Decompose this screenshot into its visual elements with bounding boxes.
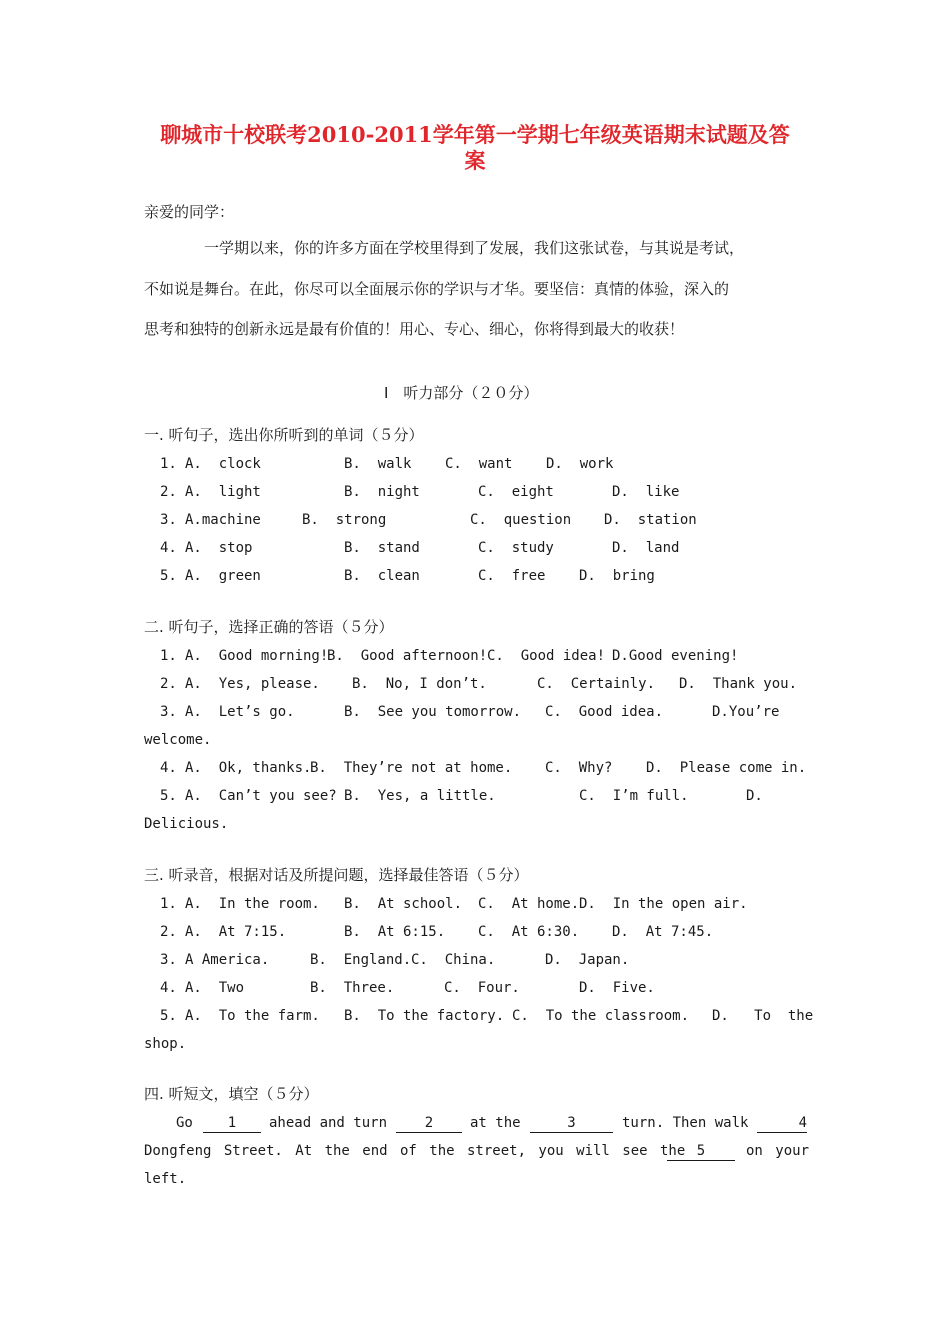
option-b: B. Yes, a little. — [344, 788, 496, 804]
option-b: B. clean — [344, 568, 420, 584]
option-b: B. Three. — [310, 980, 395, 996]
option-a: A. At 7:15. — [185, 924, 287, 940]
option-c: C. Four. — [444, 980, 520, 996]
question-number: 2. — [160, 484, 177, 500]
option-a: A America. — [185, 952, 270, 968]
option-b: B. stand — [344, 540, 420, 556]
option-a: A. Let’s go. — [185, 704, 295, 720]
option-d: D. Japan. — [545, 952, 630, 968]
option-a: A. clock — [185, 456, 261, 472]
option-b: B. strong — [302, 512, 387, 528]
option-d: D. Five. — [579, 980, 655, 996]
option-d: D.Good evening! — [612, 648, 739, 664]
option-b: B. See you tomorrow. — [344, 704, 522, 720]
question-number: 4. — [160, 760, 177, 776]
option-c: C. eight — [478, 484, 554, 500]
option-d: D.You’re — [712, 704, 780, 720]
question-number: 3. — [160, 512, 177, 528]
option-d: D. To the — [712, 1008, 814, 1024]
intro-line3: 思考和独特的创新永远是最有价值的！用心、专心、细心，你将得到最大的收获！ — [144, 320, 685, 338]
exam-title — [140, 122, 810, 174]
option-d: D. At 7:45. — [612, 924, 714, 940]
section3-question — [0, 895, 950, 915]
section2-question — [0, 675, 950, 695]
option-b: B. Good afternoon! — [327, 648, 488, 664]
question-number: 3. — [160, 704, 177, 720]
blank-3: 3 — [530, 1114, 613, 1133]
option-c: C. question — [470, 512, 572, 528]
section2-question — [0, 759, 950, 779]
section2-heading: 二. 听句子，选择正确的答语（５分） — [144, 618, 394, 636]
option-a: A. Good morning! — [185, 648, 329, 664]
section3-question — [0, 1007, 950, 1027]
section2-question — [0, 703, 950, 723]
exam-title-line1: 聊城市十校联考2010-2011学年第一学期七年级英语期末试题及答 — [160, 122, 790, 147]
option-c: C. I’m full. — [579, 788, 689, 804]
question-number: 5. — [160, 788, 177, 804]
passage-line1 — [0, 1114, 950, 1134]
question-number: 4. — [160, 540, 177, 556]
option-c: C. Good idea. — [545, 704, 664, 720]
intro-line2: 不如说是舞台。在此，你尽可以全面展示你的学识与才华。要坚信：真情的体验，深入的 — [144, 280, 730, 298]
option-a: A. Two — [185, 980, 245, 996]
question-number: 2. — [160, 676, 177, 692]
question-number: 1. — [160, 896, 177, 912]
option-b: B. No, I don’t. — [352, 676, 487, 692]
option-a: A. stop — [185, 540, 253, 556]
part-heading: I 听力部分（２０分） — [384, 384, 539, 402]
passage-text: on your — [746, 1143, 810, 1159]
passage-text: Dongfeng Street. At the end of the street, you will see the — [144, 1143, 686, 1159]
greeting: 亲爱的同学： — [144, 203, 235, 221]
question-number: 4. — [160, 980, 177, 996]
option-b: B. They’re not at home. — [310, 760, 513, 776]
passage-line3: left. — [144, 1171, 187, 1187]
blank-1: 1 — [203, 1114, 261, 1133]
section1-question — [0, 539, 950, 559]
section2-continuation: welcome. — [144, 732, 212, 748]
intro-line1: 一学期以来，你的许多方面在学校里得到了发展，我们这张试卷，与其说是考试， — [204, 239, 745, 257]
option-a: A.machine — [185, 512, 261, 528]
option-b: B. night — [344, 484, 420, 500]
option-b: B. At 6:15. — [344, 924, 446, 940]
option-a: A. In the room. — [185, 896, 320, 912]
option-c: C. want — [445, 456, 513, 472]
option-c: C. free — [478, 568, 546, 584]
option-d: D. Please come in. — [646, 760, 807, 776]
blank-4: 4 — [757, 1114, 807, 1133]
option-c: C. Why? — [545, 760, 613, 776]
option-b: B. To the factory. — [344, 1008, 505, 1024]
section3-heading: 三. 听录音，根据对话及所提问题，选择最佳答语（５分） — [144, 866, 529, 884]
section4-heading: 四. 听短文，填空（５分） — [144, 1085, 319, 1103]
section2-question — [0, 787, 950, 807]
option-c: C. Good idea! — [487, 648, 606, 664]
option-a: A. green — [185, 568, 261, 584]
option-d: D. land — [612, 540, 680, 556]
passage-text: turn. Then walk — [622, 1115, 749, 1131]
section3-question — [0, 923, 950, 943]
question-number: 2. — [160, 924, 177, 940]
option-d: D. like — [612, 484, 680, 500]
question-number: 1. — [160, 648, 177, 664]
option-b: B. walk — [344, 456, 412, 472]
section1-question — [0, 455, 950, 475]
section2-continuation: Delicious. — [144, 816, 229, 832]
question-number: 1. — [160, 456, 177, 472]
question-number: 5. — [160, 1008, 177, 1024]
section1-question — [0, 567, 950, 587]
option-c: C. China. — [411, 952, 496, 968]
section1-heading: 一. 听句子，选出你所听到的单词（５分） — [144, 426, 424, 444]
option-c: C. At 6:30. — [478, 924, 580, 940]
option-c: C. study — [478, 540, 554, 556]
option-c: C. To the classroom. — [512, 1008, 690, 1024]
option-a: A. light — [185, 484, 261, 500]
exam-title-line2: 案 — [464, 148, 486, 173]
section1-question — [0, 483, 950, 503]
blank-5: 5 — [667, 1142, 735, 1161]
question-number: 5. — [160, 568, 177, 584]
section1-question — [0, 511, 950, 531]
option-b: B. At school. — [344, 896, 463, 912]
passage-text: ahead and turn — [269, 1115, 388, 1131]
option-d: D. work — [546, 456, 614, 472]
option-a: A. Yes, please. — [185, 676, 320, 692]
option-d: D. Thank you. — [679, 676, 798, 692]
section3-question — [0, 951, 950, 971]
option-d: D. In the open air. — [579, 896, 748, 912]
option-d: D. bring — [579, 568, 655, 584]
option-d: D. — [746, 788, 763, 804]
option-a: A. To the farm. — [185, 1008, 320, 1024]
option-c: C. Certainly. — [537, 676, 656, 692]
blank-2: 2 — [396, 1114, 462, 1133]
option-a: A. Ok, thanks. — [185, 760, 312, 776]
option-b: B. England. — [310, 952, 412, 968]
section3-question — [0, 979, 950, 999]
section2-question — [0, 647, 950, 667]
option-c: C. At home. — [478, 896, 580, 912]
passage-line2 — [0, 1142, 950, 1162]
passage-text: at the — [470, 1115, 521, 1131]
option-a: A. Can’t you see? — [185, 788, 337, 804]
question-number: 3. — [160, 952, 177, 968]
section3-continuation: shop. — [144, 1036, 187, 1052]
option-d: D. station — [604, 512, 697, 528]
passage-text: Go — [176, 1115, 193, 1131]
